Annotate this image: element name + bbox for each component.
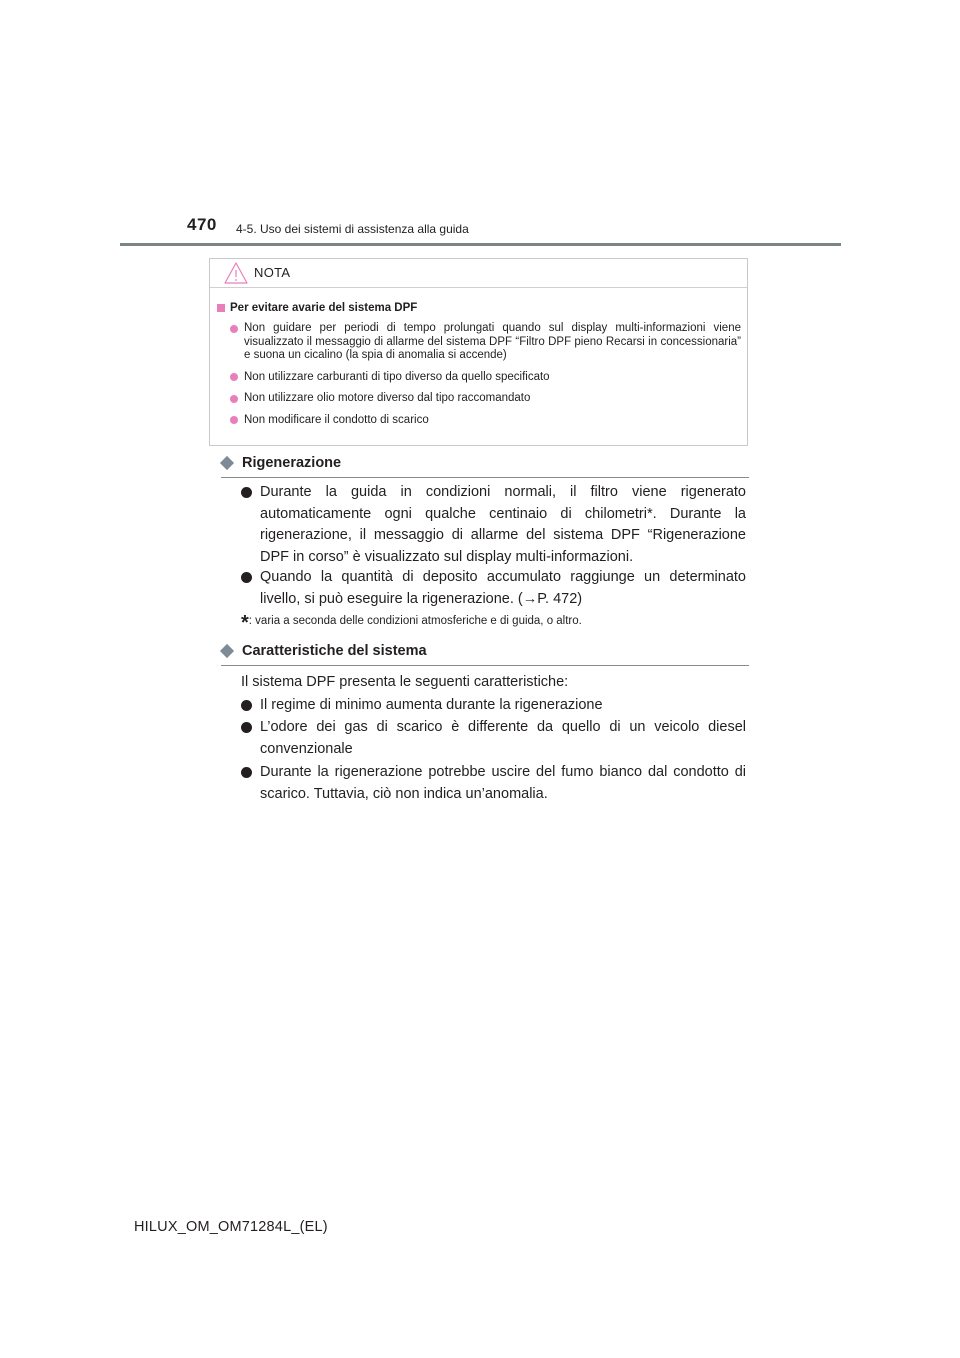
nota-item: [217, 371, 741, 385]
subsection-title: Rigenerazione: [242, 455, 342, 471]
square-bullet-icon: [217, 304, 225, 312]
nota-subtitle-text: Per evitare avarie del sistema DPF: [230, 302, 418, 314]
diamond-icon: [220, 456, 234, 470]
bullet-dot-icon: [241, 722, 252, 733]
bullet-dot-icon: [241, 767, 252, 778]
nota-item: [217, 414, 741, 428]
nota-item-text: Non modificare il condotto di scarico: [244, 413, 429, 426]
diamond-icon: [220, 644, 234, 658]
footer-code: HILUX_OM_OM71284L_(EL): [134, 1219, 328, 1235]
bullet-text: Durante la guida in condizioni normali, il filtro viene rigenerato automaticamente ogni qualche centinaio di chilometri*. Durante la rigenerazione, il messaggio di allarme del sistema DPF “Rigenerazione DPF in corso” è visualizzato sul display multi-informazioni.: [260, 484, 746, 565]
nota-item-text: Non utilizzare olio motore diverso dal tipo raccomandato: [244, 392, 531, 404]
nota-item-text: Non utilizzare carburanti di tipo diverso da quello specificato: [244, 370, 550, 383]
dot-bullet-icon: [230, 373, 238, 381]
bullet-text: Durante la rigenerazione potrebbe uscire del fumo bianco dal condotto di scarico. Tuttavia, ciò non indica un’anomalia.: [260, 764, 746, 802]
footnote-mark: *: [241, 612, 249, 634]
bullet-text: L’odore dei gas di scarico è differente da quello di un veicolo diesel convenzionale: [260, 719, 746, 757]
subsection-rigenerazione: [221, 455, 749, 478]
bullet-item: [241, 762, 746, 805]
bullet-text: Quando la quantità di deposito accumulato raggiunge un determinato livello, si può eseguire la rigenerazione. (→P. 472): [260, 569, 746, 607]
bullet-item: [241, 717, 746, 760]
footnote: [241, 612, 582, 635]
bullet-item: [241, 482, 746, 568]
nota-item: [217, 392, 741, 406]
nota-body: [210, 288, 747, 427]
bullet-item: [241, 567, 746, 610]
subsection-caratteristiche: [221, 643, 749, 666]
bullet-dot-icon: [241, 700, 252, 711]
nota-item: [217, 322, 741, 363]
nota-item-text: Non guidare per periodi di tempo prolungati quando sul display multi-informazioni viene visualizzato il messaggio di allarme del sistema DPF “Filtro DPF pieno Recarsi in concessionaria” e suona un cicalino (la spia di anomalia si accende): [244, 322, 741, 361]
warning-triangle-icon: [224, 261, 248, 285]
nota-title: NOTA: [254, 265, 291, 280]
page-number: 470: [187, 215, 217, 234]
nota-box: [209, 258, 748, 446]
dot-bullet-icon: [230, 395, 238, 403]
bullet-dot-icon: [241, 572, 252, 583]
dot-bullet-icon: [230, 416, 238, 424]
dot-bullet-icon: [230, 325, 238, 333]
intro-paragraph: Il sistema DPF presenta le seguenti caratteristiche:: [241, 674, 569, 690]
bullet-text: Il regime di minimo aumenta durante la rigenerazione: [260, 697, 603, 713]
header-rule: [120, 243, 841, 246]
nota-head: [210, 259, 747, 288]
section-header: 4-5. Uso dei sistemi di assistenza alla guida: [236, 222, 469, 236]
subsection-title: Caratteristiche del sistema: [242, 643, 427, 659]
bullet-dot-icon: [241, 487, 252, 498]
footnote-text: : varia a seconda delle condizioni atmosferiche e di guida, o altro.: [248, 615, 582, 627]
bullet-item: [241, 695, 746, 717]
nota-subtitle: [217, 301, 741, 315]
